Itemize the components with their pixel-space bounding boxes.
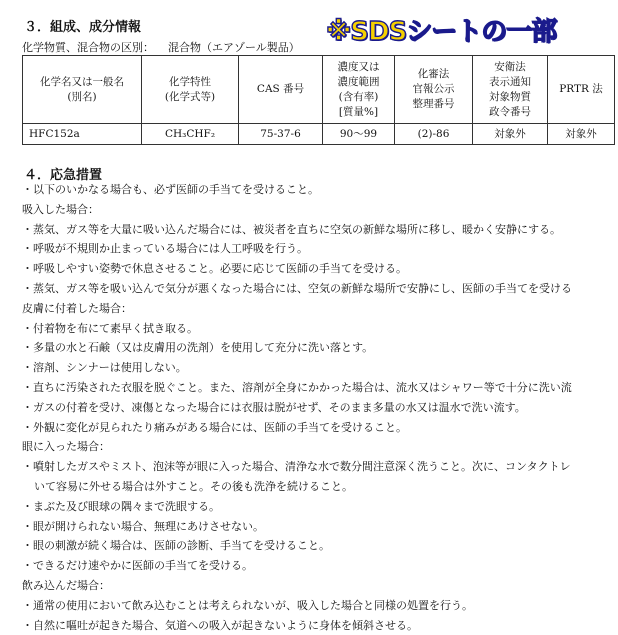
first-aid-subheading: 吸入した場合：: [22, 202, 99, 216]
first-aid-subheading: 飲み込んだ場合：: [22, 578, 110, 592]
header-chemical-name: 化学名又は一般名 (別名): [23, 56, 142, 124]
first-aid-bullet: ・溶剤、シンナーは使用しない。: [22, 361, 187, 375]
first-aid-bullet: ・多量の水と石鹸（又は皮膚用の洗剤）を使用して充分に洗い落とす。: [22, 341, 374, 355]
cell-prtr: 対象外: [548, 124, 615, 145]
first-aid-text: [22, 180, 618, 635]
first-aid-subheading: 眼に入った場合：: [22, 440, 110, 454]
first-aid-continuation: いて容易に外せる場合は外すこと。その後も洗浄を続けること。: [34, 479, 353, 493]
first-aid-bullet: ・蒸気、ガス等を吸い込んで気分が悪くなった場合には、空気の新鮮な場所で安静にし、医師の手当てを受ける: [22, 281, 572, 295]
first-aid-bullet: ・以下のいかなる場合も、必ず医師の手当てを受けること。: [22, 183, 319, 196]
first-aid-bullet: ・まぶた及び眼球の隅々まで洗眼する。: [22, 499, 220, 513]
section-4-title: ４．応急措置: [24, 168, 103, 183]
first-aid-bullet: ・呼吸が不規則か止まっている場合には人工呼吸を行う。: [22, 242, 308, 256]
first-aid-bullet: ・付着物を布にて素早く拭き取る。: [22, 321, 198, 335]
mixture-label: 化学物質、混合物の区別：: [22, 41, 154, 54]
first-aid-bullet: ・通常の使用において飲み込むことは考えられないが、吸入した場合と同様の処置を行う。: [22, 598, 473, 612]
first-aid-bullet: ・自然に嘔吐が起きた場合、気道への吸入が起きないように身体を傾斜させる。: [22, 618, 418, 632]
cell-ishl-number: 対象外: [473, 124, 548, 145]
mixture-value: 混合物（エアゾール製品）: [168, 41, 300, 54]
first-aid-bullet: ・できるだけ速やかに医師の手当てを受ける。: [22, 559, 253, 573]
cell-concentration: 90〜99: [323, 124, 395, 145]
header-cscl-number: 化審法 官報公示 整理番号: [395, 56, 473, 124]
cell-chemical-formula: CH₃CHF₂: [142, 124, 239, 145]
first-aid-subheading: 皮膚に付着した場合：: [22, 301, 132, 315]
sds-excerpt-stamp: ※SDSシートの一部: [326, 17, 557, 47]
first-aid-bullet: ・眼の刺激が続く場合は、医師の診断、手当てを受けること。: [22, 539, 330, 553]
header-prtr: PRTR 法: [548, 56, 615, 124]
table-row: [23, 124, 615, 145]
cell-chemical-name: HFC152a: [23, 124, 142, 145]
header-ishl-number: 安衛法 表示通知 対象物質 政令番号: [473, 56, 548, 124]
header-concentration: 濃度又は 濃度範囲 (含有率) [質量%]: [323, 56, 395, 124]
table-header-row: [23, 56, 615, 124]
header-chemical-property: 化学特性 (化学式等): [142, 56, 239, 124]
composition-table: [22, 55, 615, 145]
first-aid-bullet: ・噴射したガスやミスト、泡沫等が眼に入った場合、清浄な水で数分間注意深く洗うこと。次に、コンタクトレ: [22, 460, 571, 474]
cell-cas-number: 75-37-6: [239, 124, 323, 145]
cell-cscl-number: (2)-86: [395, 124, 473, 145]
first-aid-bullet: ・ガスの付着を受け、凍傷となった場合には衣服は脱がせず、そのまま多量の水又は温水で洗い流す。: [22, 400, 526, 414]
first-aid-bullet: ・外観に変化が見られたり痛みがある場合には、医師の手当てを受けること。: [22, 420, 407, 434]
first-aid-bullet: ・呼吸しやすい姿勢で休息させること。必要に応じて医師の手当てを受ける。: [22, 262, 407, 276]
first-aid-bullet: ・眼が開けられない場合、無理にあけさせない。: [22, 519, 264, 533]
first-aid-bullet: ・蒸気、ガス等を大量に吸い込んだ場合には、被災者を直ちに空気の新鮮な場所に移し、暖かく安静にする。: [22, 222, 561, 236]
mixture-classification: [22, 39, 300, 55]
first-aid-bullet: ・直ちに汚染された衣服を脱ぐこと。また、溶剤が全身にかかった場合は、流水又はシャワー等で十分に洗い流: [22, 380, 572, 394]
section-3-title: ３．組成、成分情報: [24, 20, 142, 35]
header-cas-number: CAS 番号: [239, 56, 323, 124]
